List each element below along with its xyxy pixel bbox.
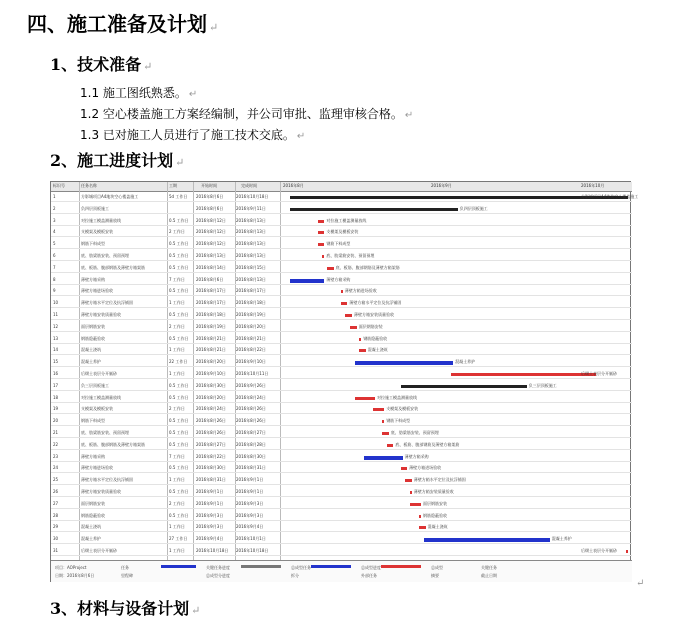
gantt-bar-label: 混凝土养护: [551, 536, 572, 542]
cell-start: 2016年8月6日: [196, 276, 224, 282]
cell-end: 2016年9月3日: [236, 500, 264, 506]
cell-start: 2016年9月3日: [196, 512, 224, 518]
cell-end: 2016年8月28日: [236, 441, 266, 447]
cell-start: 2016年8月6日: [196, 205, 224, 211]
cell-end: 2016年9月26日: [236, 382, 266, 388]
timeline-month: 2016年8月: [283, 183, 304, 188]
cell-dur: 0.5 工作日: [169, 418, 189, 424]
gantt-bar: [341, 290, 343, 293]
list-item: 1.1 施工图纸熟悉。 ↵: [80, 86, 198, 100]
gantt-bar: [322, 255, 324, 258]
cell-name: 后缀土表层分开腻砂: [81, 371, 117, 376]
cell-dur: 1 工作日: [169, 524, 185, 530]
cell-start: 2016年9月10日: [196, 371, 226, 376]
cell-name: 混凝土浇筑: [81, 347, 101, 353]
cell-id: 22: [53, 441, 59, 447]
header-start: 开始时间: [201, 183, 217, 188]
cell-name: 薄壁方箱采购: [81, 453, 105, 459]
cell-end: 2016年9月11日: [236, 205, 266, 211]
cell-id: 9: [53, 288, 56, 294]
cell-id: 31: [53, 548, 59, 553]
cell-start: 2016年8月27日: [196, 441, 226, 447]
gantt-bar: [359, 349, 366, 352]
cell-start: 2016年10月18日: [196, 548, 229, 553]
cell-name: 薄壁方箱进场验收: [81, 465, 113, 471]
cell-dur: 0.5 工作日: [169, 217, 189, 223]
cell-dur: 0.5 工作日: [169, 264, 189, 270]
cell-id: 6: [53, 253, 56, 258]
cell-id: 14: [53, 347, 59, 353]
legend-item: 里程碑: [121, 573, 133, 578]
cell-name: 薄壁方箱安装质量验收: [81, 312, 121, 317]
gantt-bar-label: 薄壁方箱进场验收: [409, 465, 442, 471]
subsection-technical-prep: 1、技术准备 ↵: [50, 55, 153, 74]
cell-dur: 7 工作日: [169, 276, 185, 282]
gantt-bar-label: 混凝土浇筑: [367, 347, 388, 353]
cell-start: 2016年8月18日: [196, 312, 226, 317]
cell-id: 21: [53, 430, 59, 435]
cell-start: 2016年8月31日: [196, 477, 226, 483]
gantt-bar: [424, 538, 550, 542]
cell-start: 2016年8月14日: [196, 264, 226, 270]
cell-start: 2016年8月12日: [196, 217, 226, 223]
cell-dur: 2 工作日: [169, 500, 185, 506]
gantt-bar-label: 薄壁方箱安装质量验收: [354, 312, 394, 317]
cell-end: 2016年8月17日: [236, 288, 266, 294]
cell-dur: 0.5 工作日: [169, 312, 189, 317]
gantt-bar-label: 薄壁方箱水平定位及抗浮铺固: [413, 477, 466, 483]
list-item: 1.3 已对施工人员进行了施工技术交底。 ↵: [80, 128, 306, 142]
gantt-bar: [364, 456, 403, 460]
legend-item: 总成型任务: [291, 565, 311, 570]
cell-end: 2016年9月1日: [236, 477, 264, 483]
gantt-bar-label: 后缀土表层分开腻砂: [581, 548, 617, 553]
cell-id: 17: [53, 382, 59, 388]
gantt-chart: [50, 181, 639, 582]
gantt-timeline: [281, 192, 639, 560]
gantt-bar: [355, 361, 454, 365]
gantt-bar: [359, 338, 361, 341]
gantt-bar-label: 薄壁方箱水平定位及抗浮铺固: [349, 300, 402, 306]
cell-id: 12: [53, 323, 59, 329]
gantt-bar-label: 面层钢筋安装: [358, 323, 383, 329]
gantt-bar: [387, 444, 394, 447]
cell-name: 薄壁方箱水平定位及抗浮铺固: [81, 300, 133, 306]
cell-end: 2016年8月20日: [236, 323, 266, 329]
gantt-bar-label: 薄壁方箱采购: [326, 276, 351, 282]
cell-name: 薄壁方箱采购: [81, 276, 105, 282]
cell-id: 28: [53, 512, 59, 518]
gantt-bar: [405, 479, 412, 482]
cell-end: 2016年9月4日: [236, 524, 264, 530]
cell-dur: 0.5 工作日: [169, 241, 189, 247]
gantt-bar: [419, 515, 421, 518]
gantt-bar-label: 方影城项目A4地块空心楼盖施工: [581, 194, 639, 199]
cell-name: 对拉施工模盖测量放线: [81, 217, 121, 223]
legend-item: 拆分: [291, 573, 299, 578]
cell-name: 负三层顶板施工: [81, 382, 109, 388]
footer-project: 项目：AOProject: [55, 565, 87, 570]
cell-end: 2016年8月15日: [236, 264, 266, 270]
gantt-bar: [401, 467, 408, 470]
gantt-bar: [327, 267, 334, 270]
cell-end: 2016年8月13日: [236, 276, 266, 282]
cell-start: 2016年8月30日: [196, 465, 226, 471]
header-task-name: 任务名称: [81, 183, 97, 188]
cell-end: 2016年8月18日: [236, 300, 266, 306]
legend-item: 截止日期: [481, 573, 497, 578]
cell-name: 底、板筋、腹部钢筋及薄壁方箱架筋: [81, 264, 145, 270]
cell-end: 2016年8月13日: [236, 229, 266, 235]
cell-end: 2016年9月1日: [236, 489, 264, 494]
cell-dur: 1 工作日: [169, 371, 185, 376]
cell-end: 2016年8月21日: [236, 335, 266, 341]
gantt-bar: [382, 420, 384, 423]
gantt-bar: [341, 302, 348, 305]
footer-date: 日期：2016年8月6日: [55, 573, 95, 578]
cell-end: 2016年8月22日: [236, 347, 266, 353]
subsection-materials: 3、材料与设备计划 ↵: [50, 599, 201, 618]
cell-name: 混凝土养护: [81, 359, 101, 365]
cell-start: 2016年9月1日: [196, 489, 224, 494]
cell-id: 30: [53, 536, 59, 542]
gantt-bar: [410, 491, 412, 494]
cell-name: 支模架及模板安装: [81, 229, 113, 235]
cell-name: 后缀土表层分开腻砂: [81, 548, 117, 553]
cell-end: 2016年9月3日: [236, 512, 264, 518]
cell-start: 2016年8月26日: [196, 430, 226, 435]
gantt-bar-label: 支模架及模板安装: [386, 406, 419, 412]
cell-start: 2016年8月13日: [196, 253, 226, 258]
cell-dur: 0.5 工作日: [169, 489, 189, 494]
gantt-bar-label: 钢筋下料成型: [386, 418, 411, 424]
gantt-bar: [350, 326, 357, 329]
gantt-bar: [382, 432, 389, 435]
legend-item: 总成型: [431, 565, 443, 570]
cell-start: 2016年8月30日: [196, 382, 226, 388]
gantt-bar-label: 钢筋下料成型: [326, 241, 351, 247]
cell-name: 薄壁方箱进场验收: [81, 288, 113, 294]
cell-start: 2016年8月19日: [196, 323, 226, 329]
gantt-bar: [290, 279, 324, 283]
cell-end: 2016年9月10日: [236, 359, 266, 365]
cell-id: 5: [53, 241, 56, 247]
cell-dur: 27 工作日: [169, 536, 188, 542]
cell-id: 1: [53, 194, 56, 199]
cell-id: 2: [53, 205, 56, 211]
cell-id: 19: [53, 406, 59, 412]
gantt-header: [51, 182, 632, 192]
cell-end: 2016年10月11日: [236, 371, 269, 376]
gantt-bar-label: 负四层顶板施工: [459, 205, 488, 211]
cell-dur: 1 工作日: [169, 548, 185, 553]
gantt-bar: [401, 385, 527, 388]
cell-id: 15: [53, 359, 59, 365]
section-heading: 四、施工准备及计划 ↵: [27, 12, 219, 36]
gantt-bar-label: 底、板筋、腹部钢筋及薄壁方箱架筋: [395, 441, 460, 447]
gantt-bar-label: 薄壁方箱采购: [404, 453, 429, 459]
cell-dur: 0.5 工作日: [169, 253, 189, 258]
cell-dur: 0.5 工作日: [169, 394, 189, 400]
cell-id: 16: [53, 371, 59, 376]
gantt-bar-label: 对拉施工模盖测量放线: [377, 394, 417, 400]
cell-name: 底、肋梁筋安装、预留预埋: [81, 253, 129, 258]
cell-name: 混凝土浇筑: [81, 524, 101, 530]
cell-start: 2016年8月12日: [196, 229, 226, 235]
cell-dur: 0.5 工作日: [169, 335, 189, 341]
cell-name: 钢筋下料成型: [81, 241, 105, 247]
cell-id: 8: [53, 276, 56, 282]
legend-item: 任务: [121, 565, 129, 570]
cell-dur: 5d 工作日: [169, 194, 188, 199]
cell-start: 2016年8月22日: [196, 453, 226, 459]
cell-end: 2016年8月26日: [236, 406, 266, 412]
gantt-bar-label: 薄壁方箱安装质量验收: [413, 489, 454, 494]
cell-name: 面层钢筋安装: [81, 500, 105, 506]
gantt-bar-label: 钢筋隐蔽验收: [423, 512, 447, 518]
cell-dur: 0.5 工作日: [169, 382, 189, 388]
header-finish: 完成时间: [241, 183, 257, 188]
cell-end: 2016年8月13日: [236, 253, 266, 258]
gantt-bar: [318, 243, 325, 246]
cell-name: 面层钢筋安装: [81, 323, 105, 329]
cell-name: 钢筋隐蔽验收: [81, 335, 105, 341]
cell-name: 薄壁方箱水平定位及抗浮铺固: [81, 477, 133, 483]
cell-id: 26: [53, 489, 59, 494]
gantt-bar-label: 底、肋梁筋安装、预留预埋: [390, 430, 439, 435]
cell-start: 2016年8月21日: [196, 335, 226, 341]
cell-dur: 22 工作日: [169, 359, 188, 365]
gantt-bar: [290, 196, 628, 199]
cell-start: 2016年8月6日: [196, 194, 224, 199]
cell-id: 24: [53, 465, 59, 471]
legend-item: 总成型分进度: [206, 573, 230, 578]
gantt-bar-label: 对拉施工模盖测量放线: [326, 217, 367, 223]
cell-id: 3: [53, 217, 56, 223]
header-duration: 工期: [169, 183, 177, 188]
gantt-bar: [626, 550, 628, 553]
legend-item: 摘要: [431, 573, 439, 578]
cell-name: 钢筋下料成型: [81, 418, 105, 424]
cell-id: 23: [53, 453, 59, 459]
cell-end: 2016年8月27日: [236, 430, 266, 435]
cell-dur: 7 工作日: [169, 453, 185, 459]
cell-start: 2016年9月4日: [196, 536, 224, 542]
cell-dur: 1 工作日: [169, 477, 185, 483]
gantt-bar-label: 钢筋隐蔽验收: [363, 335, 388, 341]
cell-dur: 2 工作日: [169, 406, 185, 412]
cell-name: 薄壁方箱安装质量验收: [81, 489, 121, 494]
cell-id: 20: [53, 418, 59, 424]
cell-dur: 2 工作日: [169, 229, 185, 235]
cell-end: 2016年8月13日: [236, 217, 266, 223]
cell-start: 2016年8月24日: [196, 406, 226, 412]
cell-dur: 0.5 工作日: [169, 512, 189, 518]
legend-item: 外部任务: [361, 573, 377, 578]
paragraph-mark: ↵: [636, 578, 645, 589]
cell-start: 2016年8月26日: [196, 418, 226, 424]
gantt-bar: [290, 208, 458, 211]
cell-name: 对拉施工模盖测量放线: [81, 394, 121, 400]
cell-id: 11: [53, 312, 59, 317]
cell-end: 2016年10月18日: [236, 194, 269, 199]
subsection-schedule: 2、施工进度计划 ↵: [50, 151, 185, 170]
gantt-bar: [419, 526, 426, 529]
cell-end: 2016年8月24日: [236, 394, 266, 400]
timeline-month: 2016年9月: [431, 183, 452, 188]
timeline-month: 2016年10月: [581, 183, 605, 188]
cell-id: 4: [53, 229, 56, 235]
cell-start: 2016年8月20日: [196, 394, 226, 400]
cell-id: 29: [53, 524, 59, 530]
cell-dur: 0.5 工作日: [169, 288, 189, 294]
cell-start: 2016年8月12日: [196, 241, 226, 247]
cell-name: 方影城项目A4地块空心楼盖施工: [81, 194, 139, 199]
cell-start: 2016年8月17日: [196, 300, 226, 306]
header-id: 标识号: [53, 183, 65, 188]
gantt-bar-label: 底、板筋、腹部钢筋及薄壁方箱架筋: [335, 264, 400, 270]
gantt-bar-label: 混凝土养护: [455, 359, 476, 365]
cell-id: 10: [53, 300, 59, 306]
gantt-bar-label: 后缀土表层分开腻砂: [581, 371, 617, 376]
cell-start: 2016年8月17日: [196, 288, 226, 294]
cell-dur: 2 工作日: [169, 323, 185, 329]
list-item: 1.2 空心楼盖施工方案经编制，并公司审批、监理审核合格。 ↵: [80, 107, 414, 121]
cell-dur: 1 工作日: [169, 347, 185, 353]
cell-id: 27: [53, 500, 59, 506]
cell-end: 2016年10月18日: [236, 548, 269, 553]
cell-start: 2016年8月20日: [196, 359, 226, 365]
cell-end: 2016年8月30日: [236, 453, 266, 459]
gantt-bar-label: 负三层顶板施工: [528, 382, 557, 388]
cell-end: 2016年8月26日: [236, 418, 266, 424]
legend-item: 关键任务进度: [206, 565, 230, 570]
cell-start: 2016年8月21日: [196, 347, 226, 353]
cell-name: 钢筋隐蔽验收: [81, 512, 105, 518]
gantt-bar: [345, 314, 352, 317]
cell-name: 混凝土养护: [81, 536, 101, 542]
cell-dur: 0.5 工作日: [169, 465, 189, 471]
cell-name: 负四层顶板施工: [81, 205, 109, 211]
legend-item: 总成型进度: [361, 565, 381, 570]
gantt-bar: [318, 231, 325, 234]
gantt-bar: [410, 503, 421, 506]
gantt-bar-label: 面层钢筋安装: [423, 500, 447, 506]
cell-id: 13: [53, 335, 59, 341]
cell-end: 2016年8月19日: [236, 312, 266, 317]
cell-id: 7: [53, 264, 56, 270]
cell-start: 2016年9月3日: [196, 524, 224, 530]
cell-dur: 0.5 工作日: [169, 441, 189, 447]
gantt-bar-label: 薄壁方箱进场验收: [344, 288, 377, 294]
cell-name: 支模架及模板安装: [81, 406, 113, 412]
gantt-bar-label: 支模架及模板安装: [326, 229, 359, 235]
cell-end: 2016年8月13日: [236, 241, 266, 247]
gantt-bar-label: 混凝土浇筑: [427, 524, 448, 530]
cell-id: 18: [53, 394, 59, 400]
gantt-bar: [373, 408, 384, 411]
gantt-bar: [355, 397, 375, 400]
cell-end: 2016年10月1日: [236, 536, 266, 542]
cell-end: 2016年8月31日: [236, 465, 266, 471]
cell-id: 25: [53, 477, 59, 483]
cell-name: 底、肋梁筋安装、预留预埋: [81, 430, 129, 435]
gantt-bar: [451, 373, 596, 376]
legend-item: 关键任务: [481, 565, 497, 570]
gantt-bar: [318, 220, 325, 223]
gantt-legend: [51, 560, 632, 582]
cell-start: 2016年9月1日: [196, 500, 224, 506]
cell-dur: 1 工作日: [169, 300, 185, 306]
gantt-bar-label: 底、肋梁筋安装、预留预埋: [326, 253, 375, 258]
cell-name: 底、板筋、腹部钢筋及薄壁方箱架筋: [81, 441, 145, 447]
cell-dur: 0.5 工作日: [169, 430, 189, 435]
